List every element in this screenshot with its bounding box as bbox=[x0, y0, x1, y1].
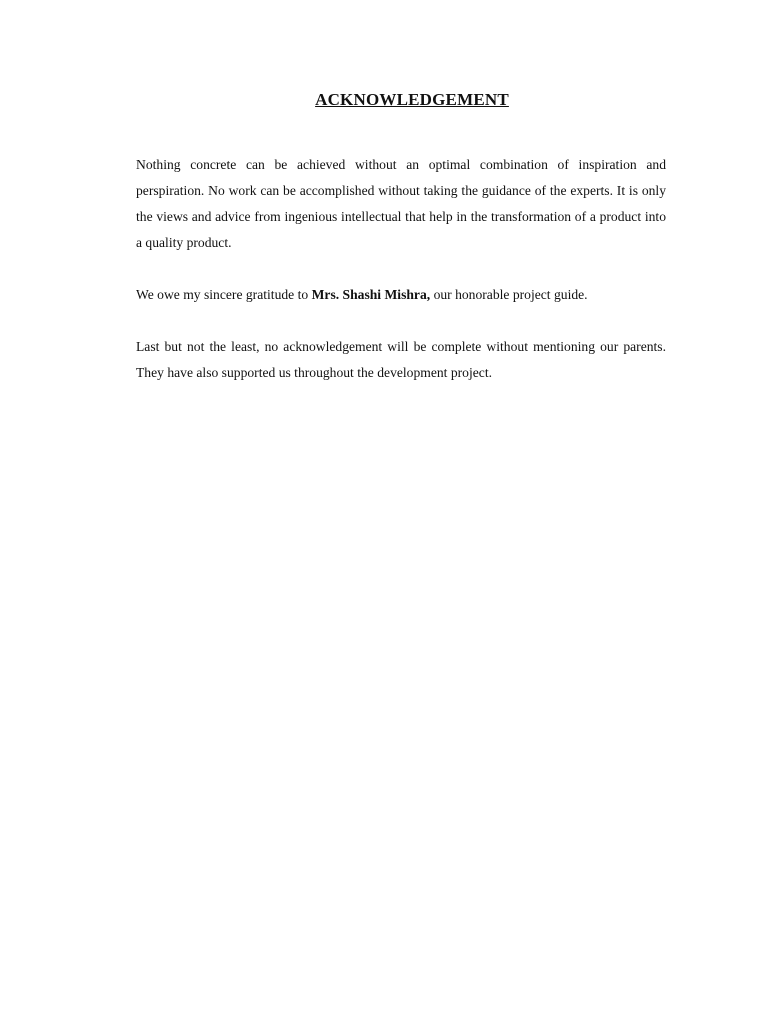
page-title: ACKNOWLEDGEMENT bbox=[315, 90, 509, 109]
gratitude-outro: our honorable project guide. bbox=[430, 287, 588, 302]
gratitude-intro: We owe my sincere gratitude to bbox=[136, 287, 312, 302]
paragraph-parents: Last but not the least, no acknowledgement will be complete without mentioning our parents. They have also supported us throughout the development project. bbox=[136, 339, 666, 380]
paragraph-gratitude bbox=[136, 282, 666, 308]
paragraph-inspiration: Nothing concrete can be achieved without an optimal combination of inspiration and perspiration. No work can be accomplished without taking the guidance of the experts. It is only the views and advice from ingenious intellectual that help in the transformation of a product into a quality product. bbox=[136, 157, 666, 250]
guide-name: Mrs. Shashi Mishra, bbox=[311, 287, 431, 302]
